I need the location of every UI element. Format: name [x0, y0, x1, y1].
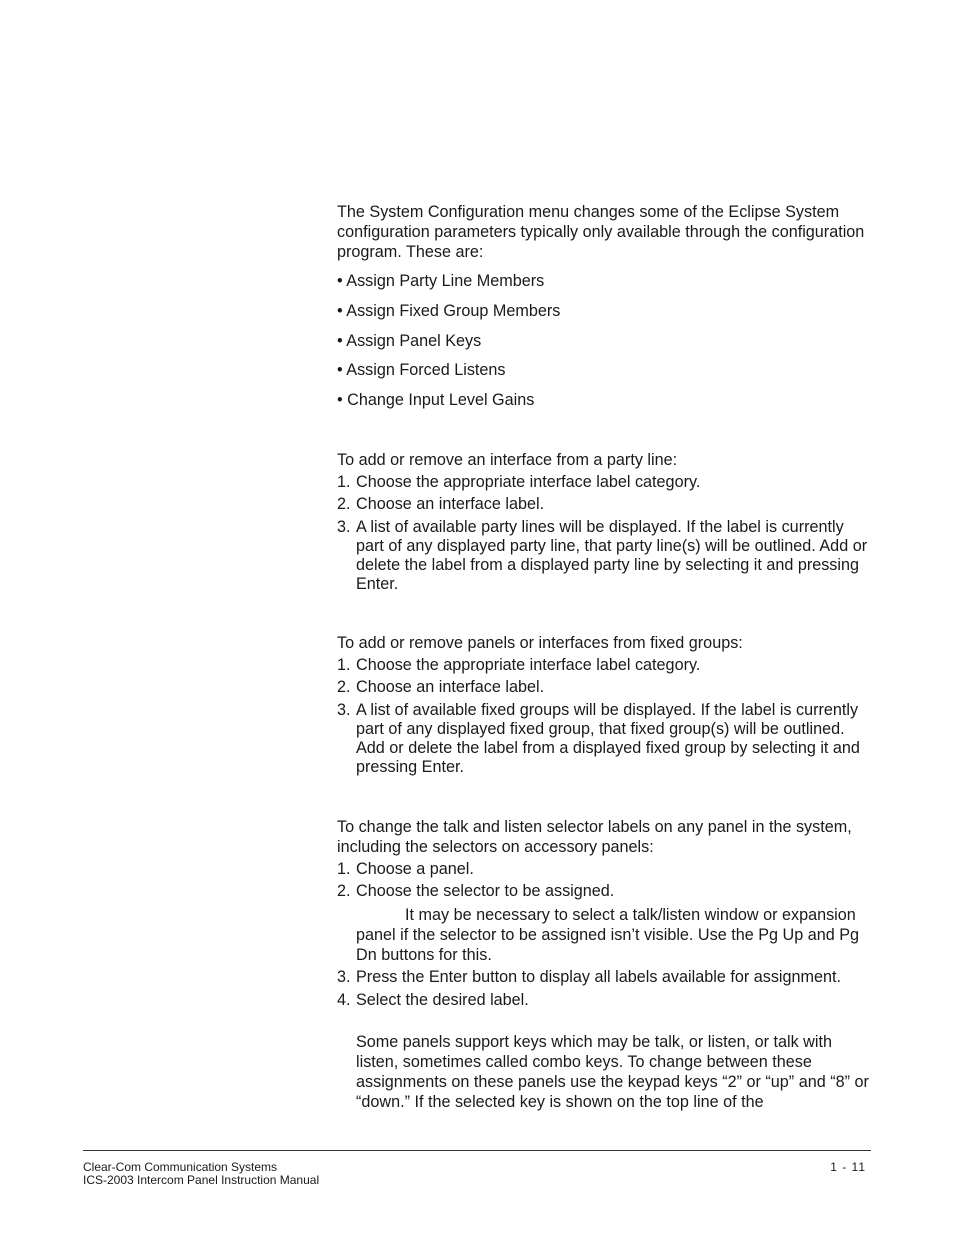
step-number: 2.: [337, 678, 351, 697]
step-number: 4.: [337, 990, 351, 1009]
feature-list: [337, 271, 872, 410]
step-text: Choose the selector to be assigned.: [356, 882, 615, 901]
step-number: 1.: [337, 656, 351, 674]
feature-item: • Assign Party Line Members: [337, 272, 545, 290]
step-text: Choose an interface label.: [356, 678, 545, 697]
step-item: [337, 882, 872, 901]
step-number: 1.: [337, 473, 351, 491]
step-text: Select the desired label.: [356, 990, 529, 1009]
step-number: 3.: [337, 700, 351, 719]
panel-keys-section: [337, 817, 872, 1112]
step-item: [337, 495, 872, 514]
step-item: [337, 701, 872, 777]
step-number: 3.: [337, 517, 351, 536]
footer-company: Clear-Com Communication Systems: [83, 1160, 278, 1174]
step-number: 2.: [337, 882, 351, 901]
combo-keys-note: Some panels support keys which may be talk, or listen, or talk with listen, sometimes called combo keys. To change between these assignments on these panels use the keypad keys “2” or “up” and “8” or “down.” If the selected key is shown on the top line of the: [356, 1032, 869, 1111]
step-text: Choose an interface label.: [356, 495, 545, 514]
panel-keys-steps: [337, 860, 872, 901]
feature-item: • Assign Panel Keys: [337, 331, 482, 350]
party-line-steps: [337, 473, 872, 594]
step-number: 2.: [337, 495, 351, 514]
selector-note: It may be necessary to select a talk/listen window or expansion panel if the selector to be assigned isn’t visible. Use the Pg Up and Pg Dn buttons for this.: [356, 905, 860, 964]
step-item: [337, 860, 872, 879]
step-text: Choose the appropriate interface label category.: [356, 473, 701, 491]
footer-left: [83, 1161, 319, 1187]
party-line-lead: To add or remove an interface from a party line:: [337, 451, 678, 469]
feature-item: • Assign Fixed Group Members: [337, 301, 561, 320]
intro-section: [337, 202, 872, 420]
step-item: [337, 968, 872, 987]
step-text: A list of available party lines will be displayed. If the label is currently part of any displayed party line, that party line(s) will be outlined. Add or delete the label from a displayed party line by selecting it and pressing Enter.: [356, 517, 868, 593]
step-item: [337, 518, 872, 594]
footer-divider: [83, 1150, 871, 1151]
feature-item: • Assign Forced Listens: [337, 361, 506, 380]
step-number: 1.: [337, 860, 351, 878]
step-item: [337, 991, 872, 1010]
footer-manual-title: ICS-2003 Intercom Panel Instruction Manual: [83, 1173, 320, 1187]
step-text: Press the Enter button to display all labels available for assignment.: [356, 968, 841, 987]
panel-keys-lead: To change the talk and listen selector labels on any panel in the system, including the selectors on accessory panels:: [337, 818, 852, 856]
page-number: 1 - 11: [830, 1160, 866, 1174]
step-text: Choose the appropriate interface label category.: [356, 656, 701, 674]
step-item: [337, 656, 872, 675]
panel-keys-steps-continued: [337, 968, 872, 1009]
fixed-group-section: [337, 633, 872, 780]
step-item: [337, 473, 872, 492]
fixed-group-steps: [337, 656, 872, 777]
party-line-section: [337, 450, 872, 597]
intro-paragraph: The System Configuration menu changes some of the Eclipse System configuration parameters typically only available through the configuration program. These are:: [337, 203, 865, 261]
step-text: Choose a panel.: [356, 860, 474, 878]
fixed-group-lead: To add or remove panels or interfaces from fixed groups:: [337, 634, 743, 652]
feature-item: • Change Input Level Gains: [337, 391, 535, 410]
step-text: A list of available fixed groups will be displayed. If the label is currently part of any displayed fixed group, that fixed group(s) will be outlined. Add or delete the label from a displayed fixed group by selecting it and pressing Enter.: [356, 700, 860, 776]
step-number: 3.: [337, 968, 351, 987]
step-item: [337, 678, 872, 697]
